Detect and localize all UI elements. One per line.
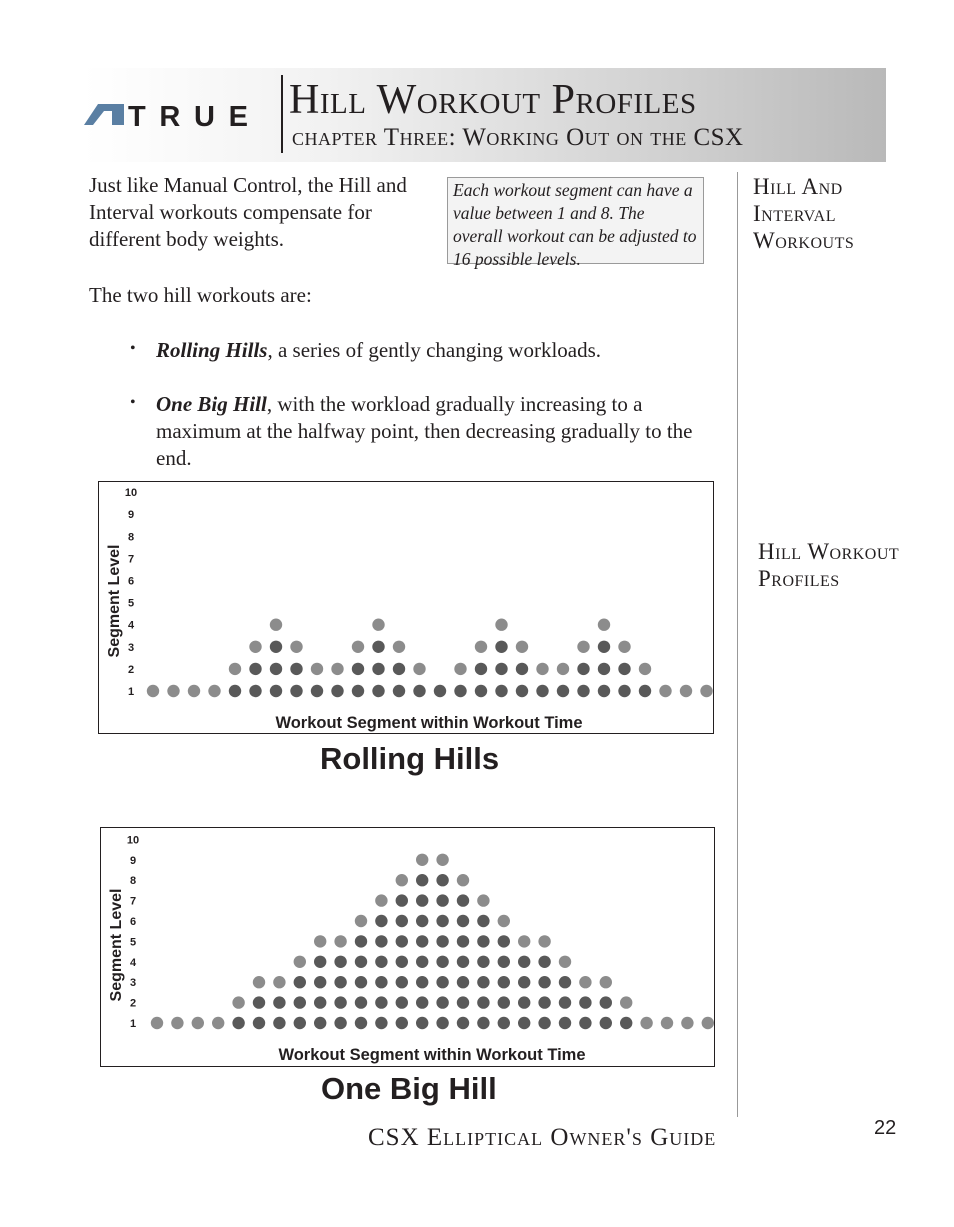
segment-dot bbox=[495, 685, 507, 697]
segment-dot bbox=[352, 685, 364, 697]
header-divider bbox=[281, 75, 283, 153]
y-tick-label: 8 bbox=[129, 875, 137, 888]
segment-dot bbox=[700, 685, 712, 697]
segment-dot bbox=[396, 894, 408, 906]
segment-dot bbox=[375, 935, 387, 947]
x-axis-label: Workout Segment within Workout Time bbox=[278, 1046, 586, 1064]
segment-dot bbox=[396, 1017, 408, 1029]
segment-dot bbox=[498, 956, 510, 968]
segment-dot bbox=[457, 935, 469, 947]
segment-dot bbox=[559, 956, 571, 968]
segment-dot bbox=[498, 976, 510, 988]
segment-dot bbox=[294, 956, 306, 968]
y-tick-label: 2 bbox=[129, 997, 137, 1010]
segment-dot bbox=[436, 894, 448, 906]
y-tick-label: 2 bbox=[127, 663, 135, 676]
segment-dot bbox=[314, 935, 326, 947]
segment-dot bbox=[457, 1017, 469, 1029]
segment-dot bbox=[516, 685, 528, 697]
sidebar-heading-hill-profiles: Hill Workout Profiles bbox=[758, 539, 900, 591]
segment-dot bbox=[579, 976, 591, 988]
y-axis-label: Segment Level bbox=[108, 888, 125, 1002]
segment-dot bbox=[659, 685, 671, 697]
segment-dot bbox=[416, 935, 428, 947]
intro-paragraph: Just like Manual Control, the Hill and Interval workouts compensate for different body weights. bbox=[89, 173, 407, 251]
segment-dot bbox=[334, 1017, 346, 1029]
segment-dot bbox=[639, 663, 651, 675]
page-title: Hill Workout Profiles bbox=[289, 77, 697, 123]
segment-dot bbox=[167, 685, 179, 697]
sidebar-divider bbox=[737, 172, 738, 1117]
segment-dot bbox=[375, 894, 387, 906]
y-tick-label: 7 bbox=[127, 553, 135, 566]
segment-dot bbox=[475, 663, 487, 675]
segment-dot bbox=[273, 996, 285, 1008]
segment-dot bbox=[393, 663, 405, 675]
segment-dot bbox=[436, 874, 448, 886]
segment-dot bbox=[538, 935, 550, 947]
segment-dot bbox=[498, 996, 510, 1008]
segment-dot bbox=[598, 663, 610, 675]
guide-title: CSX Elliptical Owner's Guide bbox=[368, 1124, 717, 1151]
segment-dot bbox=[477, 1017, 489, 1029]
segment-dot bbox=[436, 956, 448, 968]
segment-dot bbox=[355, 1017, 367, 1029]
segment-dot bbox=[232, 996, 244, 1008]
bullet-name: Rolling Hills bbox=[156, 338, 268, 362]
segment-dot bbox=[518, 996, 530, 1008]
segment-dot bbox=[396, 996, 408, 1008]
segment-dot bbox=[538, 1017, 550, 1029]
segment-dot bbox=[273, 1017, 285, 1029]
segment-dot bbox=[498, 935, 510, 947]
segment-dot bbox=[680, 685, 692, 697]
segment-dot bbox=[702, 1017, 714, 1029]
segment-dot bbox=[416, 915, 428, 927]
segment-dot bbox=[355, 915, 367, 927]
segment-dot bbox=[416, 976, 428, 988]
segment-dot bbox=[331, 663, 343, 675]
segment-dot bbox=[598, 619, 610, 631]
segment-dot bbox=[436, 935, 448, 947]
segment-dot bbox=[253, 1017, 265, 1029]
y-tick-label: 10 bbox=[126, 834, 140, 847]
segment-dot bbox=[355, 935, 367, 947]
segment-dot bbox=[600, 976, 612, 988]
segment-dot bbox=[495, 641, 507, 653]
true-logo bbox=[84, 101, 254, 129]
segment-dot bbox=[559, 996, 571, 1008]
y-tick-label: 5 bbox=[129, 936, 137, 949]
segment-dot bbox=[416, 874, 428, 886]
segment-dot bbox=[477, 894, 489, 906]
segment-dot bbox=[151, 1017, 163, 1029]
page-number: 22 bbox=[874, 1117, 897, 1139]
segment-dot bbox=[355, 976, 367, 988]
segment-dot bbox=[396, 976, 408, 988]
segment-dot bbox=[477, 935, 489, 947]
segment-dot bbox=[618, 685, 630, 697]
one-big-hill-plot bbox=[101, 828, 714, 1066]
bullet-icon: • bbox=[130, 394, 136, 411]
y-tick-label: 4 bbox=[129, 956, 137, 969]
svg-text:TRUE: TRUE bbox=[128, 101, 248, 129]
segment-dot bbox=[416, 996, 428, 1008]
segment-dot bbox=[559, 976, 571, 988]
segment-dot bbox=[270, 663, 282, 675]
segment-dot bbox=[600, 996, 612, 1008]
segment-dot bbox=[171, 1017, 183, 1029]
segment-dot bbox=[457, 976, 469, 988]
segment-dot bbox=[557, 663, 569, 675]
segment-dot bbox=[416, 894, 428, 906]
y-tick-label: 9 bbox=[129, 854, 137, 867]
segment-dot bbox=[393, 685, 405, 697]
segment-dot bbox=[457, 996, 469, 1008]
segment-dot bbox=[294, 1017, 306, 1029]
segment-dot bbox=[454, 685, 466, 697]
segment-dot bbox=[290, 663, 302, 675]
segment-dot bbox=[355, 996, 367, 1008]
y-tick-label: 6 bbox=[127, 575, 135, 588]
workout-list bbox=[130, 337, 730, 499]
segment-dot bbox=[600, 1017, 612, 1029]
segment-dot bbox=[294, 996, 306, 1008]
segment-dot bbox=[518, 956, 530, 968]
segment-dot bbox=[352, 663, 364, 675]
one-big-hill-chart bbox=[100, 827, 715, 1067]
rolling-hills-chart bbox=[98, 481, 714, 734]
y-tick-label: 4 bbox=[127, 619, 135, 632]
segment-dot bbox=[457, 874, 469, 886]
segment-dot bbox=[457, 956, 469, 968]
segment-dot bbox=[334, 996, 346, 1008]
segment-dot bbox=[372, 685, 384, 697]
segment-dot bbox=[416, 956, 428, 968]
segment-dot bbox=[334, 956, 346, 968]
segment-dot bbox=[416, 1017, 428, 1029]
segment-dot bbox=[681, 1017, 693, 1029]
y-tick-label: 10 bbox=[124, 487, 138, 500]
segment-dot bbox=[477, 915, 489, 927]
segment-dot bbox=[577, 663, 589, 675]
segment-dot bbox=[457, 915, 469, 927]
segment-dot bbox=[147, 685, 159, 697]
segment-dot bbox=[290, 641, 302, 653]
y-tick-label: 1 bbox=[129, 1018, 137, 1030]
segment-dot bbox=[477, 996, 489, 1008]
segment-dot bbox=[375, 1017, 387, 1029]
segment-dot bbox=[454, 663, 466, 675]
segment-dot bbox=[375, 915, 387, 927]
segment-dot bbox=[577, 685, 589, 697]
callout-box: Each workout segment can have a value between 1 and 8. The overall workout can be adjusted to 16 possible levels. bbox=[447, 177, 704, 264]
segment-dot bbox=[314, 956, 326, 968]
segment-dot bbox=[475, 685, 487, 697]
segment-dot bbox=[229, 685, 241, 697]
segment-dot bbox=[538, 996, 550, 1008]
rolling-hills-plot bbox=[99, 482, 713, 733]
segment-dot bbox=[620, 996, 632, 1008]
segment-dot bbox=[396, 915, 408, 927]
segment-dot bbox=[579, 996, 591, 1008]
segment-dot bbox=[516, 663, 528, 675]
segment-dot bbox=[314, 976, 326, 988]
segment-dot bbox=[518, 935, 530, 947]
segment-dot bbox=[538, 976, 550, 988]
segment-dot bbox=[538, 956, 550, 968]
segment-dot bbox=[290, 685, 302, 697]
y-tick-label: 7 bbox=[129, 895, 137, 908]
segment-dot bbox=[314, 996, 326, 1008]
bullet-text: , a series of gently changing workloads. bbox=[267, 338, 602, 362]
segment-dot bbox=[495, 663, 507, 675]
y-tick-label: 6 bbox=[129, 916, 137, 928]
y-tick-label: 3 bbox=[127, 641, 135, 654]
segment-dot bbox=[249, 641, 261, 653]
segment-dot bbox=[559, 1017, 571, 1029]
segment-dot bbox=[396, 935, 408, 947]
y-axis-label: Segment Level bbox=[106, 544, 123, 658]
segment-dot bbox=[249, 663, 261, 675]
bullet-name: One Big Hill bbox=[156, 392, 267, 416]
segment-dot bbox=[413, 685, 425, 697]
segment-dot bbox=[212, 1017, 224, 1029]
segment-dot bbox=[536, 663, 548, 675]
segment-dot bbox=[477, 956, 489, 968]
segment-dot bbox=[188, 685, 200, 697]
y-tick-label: 9 bbox=[127, 509, 135, 522]
chart-title-one-big-hill: One Big Hill bbox=[321, 1071, 497, 1106]
segment-dot bbox=[436, 915, 448, 927]
segment-dot bbox=[436, 1017, 448, 1029]
segment-dot bbox=[270, 685, 282, 697]
segment-dot bbox=[618, 641, 630, 653]
y-tick-label: 5 bbox=[127, 597, 135, 610]
segment-dot bbox=[416, 854, 428, 866]
segment-dot bbox=[375, 996, 387, 1008]
segment-dot bbox=[273, 976, 285, 988]
segment-dot bbox=[598, 641, 610, 653]
segment-dot bbox=[413, 663, 425, 675]
segment-dot bbox=[436, 996, 448, 1008]
list-item bbox=[130, 337, 730, 364]
segment-dot bbox=[639, 685, 651, 697]
segment-dot bbox=[498, 915, 510, 927]
segment-dot bbox=[518, 1017, 530, 1029]
segment-dot bbox=[232, 1017, 244, 1029]
segment-dot bbox=[192, 1017, 204, 1029]
segment-dot bbox=[352, 641, 364, 653]
segment-dot bbox=[396, 874, 408, 886]
segment-dot bbox=[598, 685, 610, 697]
segment-dot bbox=[311, 685, 323, 697]
x-axis-label: Workout Segment within Workout Time bbox=[275, 714, 583, 732]
segment-dot bbox=[457, 894, 469, 906]
chapter-subtitle: chapter Three: Working Out on the CSX bbox=[292, 124, 744, 151]
segment-dot bbox=[253, 996, 265, 1008]
segment-dot bbox=[355, 956, 367, 968]
bullet-text: , with the workload gradually increasing to a maximum at the halfway point, then decreasing gradually to the end. bbox=[156, 392, 693, 470]
segment-dot bbox=[375, 956, 387, 968]
list-item bbox=[130, 391, 730, 472]
segment-dot bbox=[393, 641, 405, 653]
segment-dot bbox=[334, 935, 346, 947]
segment-dot bbox=[294, 976, 306, 988]
segment-dot bbox=[577, 641, 589, 653]
segment-dot bbox=[208, 685, 220, 697]
segment-dot bbox=[314, 1017, 326, 1029]
segment-dot bbox=[311, 663, 323, 675]
segment-dot bbox=[661, 1017, 673, 1029]
segment-dot bbox=[620, 1017, 632, 1029]
segment-dot bbox=[436, 976, 448, 988]
segment-dot bbox=[372, 619, 384, 631]
lead-paragraph: The two hill workouts are: bbox=[89, 283, 312, 307]
segment-dot bbox=[498, 1017, 510, 1029]
segment-dot bbox=[434, 685, 446, 697]
chart-title-rolling-hills: Rolling Hills bbox=[320, 741, 500, 776]
segment-dot bbox=[477, 976, 489, 988]
segment-dot bbox=[536, 685, 548, 697]
segment-dot bbox=[270, 619, 282, 631]
segment-dot bbox=[270, 641, 282, 653]
segment-dot bbox=[579, 1017, 591, 1029]
segment-dot bbox=[436, 854, 448, 866]
segment-dot bbox=[518, 976, 530, 988]
segment-dot bbox=[640, 1017, 652, 1029]
y-tick-label: 8 bbox=[127, 531, 135, 544]
segment-dot bbox=[495, 619, 507, 631]
segment-dot bbox=[229, 663, 241, 675]
segment-dot bbox=[396, 956, 408, 968]
segment-dot bbox=[372, 663, 384, 675]
segment-dot bbox=[557, 685, 569, 697]
segment-dot bbox=[475, 641, 487, 653]
sidebar-heading-hill-interval: Hill And Interval Workouts bbox=[753, 174, 855, 253]
segment-dot bbox=[334, 976, 346, 988]
y-tick-label: 1 bbox=[127, 686, 135, 698]
bullet-icon: • bbox=[130, 340, 136, 357]
segment-dot bbox=[618, 663, 630, 675]
segment-dot bbox=[372, 641, 384, 653]
segment-dot bbox=[253, 976, 265, 988]
y-tick-label: 3 bbox=[129, 977, 137, 990]
segment-dot bbox=[375, 976, 387, 988]
segment-dot bbox=[331, 685, 343, 697]
segment-dot bbox=[249, 685, 261, 697]
segment-dot bbox=[516, 641, 528, 653]
